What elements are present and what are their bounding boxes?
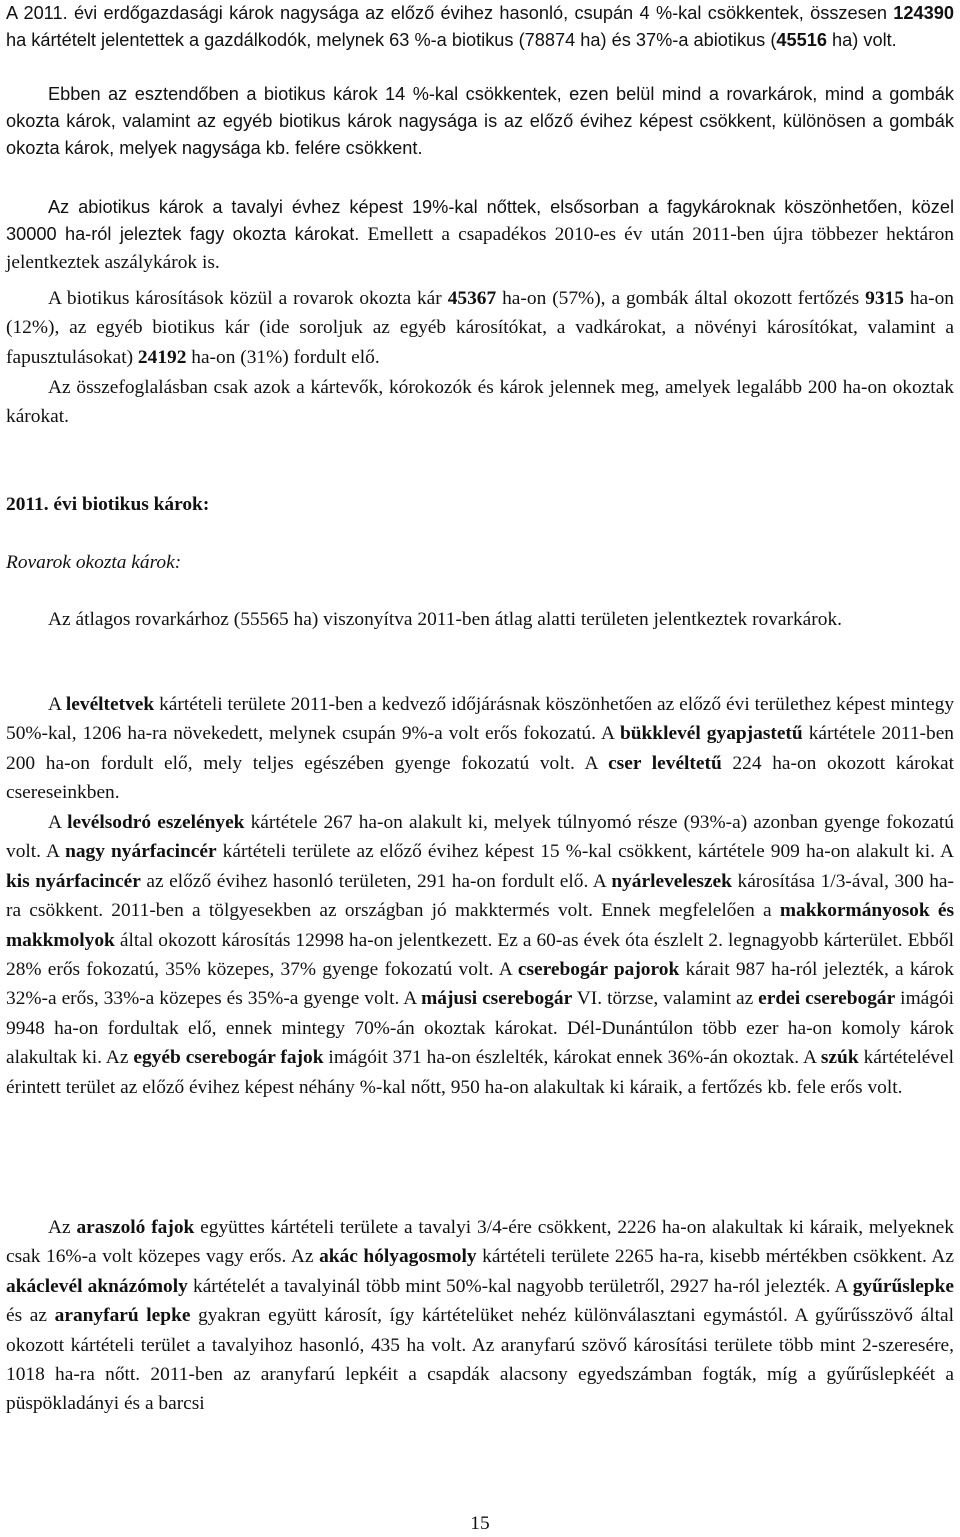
bold-term: cser levéltetű (608, 752, 722, 774)
bold-term: egyéb cserebogár fajok (133, 1047, 324, 1069)
bold-term: nyárleveleszek (611, 870, 732, 892)
text-run: ha kártételt jelentettek a gazdálkodók, melynek 63 %-a biotikus (78874 ha) és 37%-a abiotikus ( (6, 29, 777, 50)
bold-term: kis nyárfacincér (6, 870, 141, 892)
text-run: imágóit 371 ha-on észlelték, károkat ennek 36%-án okoztak. A (323, 1047, 821, 1069)
text-run: Az abiotikus károk a tavalyi évhez képest 19%-kal nőttek, elsősorban a fagykároknak köszönhetően, közel 30000 ha-ról jeleztek fagy okozta károkat. (6, 197, 954, 244)
summary-paragraph-2 (6, 373, 954, 432)
bold-term: 45367 (447, 288, 497, 309)
section-subheading: Rovarok okozta károk: (6, 552, 182, 573)
bold-term: szúk (820, 1047, 859, 1069)
text-run: ha-on (31%) fordult elő. (186, 346, 380, 368)
text-run: kártételi területe 2265 ha-ra, kisebb mértékben csökkent. Az (476, 1246, 954, 1268)
intro-paragraph-1 (6, 0, 954, 54)
text-run: A (48, 694, 66, 715)
bold-term: aranyfarú lepke (54, 1305, 191, 1327)
bold-term: cserebogár pajorok (517, 959, 680, 981)
text-run: Ebben az esztendőben a biotikus károk 14 %-kal csökkentek, ezen belül mind a rovarkárok, mind a gombák okozta károk, valamint az egyéb biotikus károk nagysága is az előző évihez képest csökkent, különösen a gombák okozta károk, melyek nagysága kb. felére csökkent. (6, 84, 954, 158)
text-run: kártétele 2011-ben 200 ha-on fordult elő, mely teljes egészében gyenge fokozatú volt. A (6, 723, 955, 774)
intro-paragraph-3 (6, 194, 954, 277)
text-run: kártétele 267 ha-on alakult ki, melyek túlnyomó része (93%-a) azonban gyenge fokozatú volt. A (6, 812, 955, 863)
bold-term: 45516 (776, 29, 827, 50)
bold-term: akác hólyagosmoly (319, 1246, 477, 1268)
text-run: Az összefoglalásban csak azok a kártevők, kórokozók és károk jelennek meg, amelyek legalább 200 ha-on okoztak károkat. (6, 377, 954, 428)
body-paragraph-1 (6, 605, 954, 634)
text-run: A (48, 812, 68, 833)
bold-term: bükklevél gyapjastetű (619, 723, 803, 745)
bold-term: makkormányosok és makkmolyok (6, 900, 954, 951)
bold-term: araszoló fajok (76, 1217, 195, 1238)
text-run: gyakran együtt károsít, így kártételüket nehéz különválasztani egymástól. A gyűrűsszövő által okozott kártételi terület a tavalyihoz hasonló, 435 ha volt. Az aranyfarú szövő károsítási területe több mint 2-szeresére, 1018 ha-ra nőtt. 2011-ben az aranyfarú lepkéit a csapdák alacsony egyedszámban fogták, míg a gyűrűslepkéét a püspökladányi és a barcsi (6, 1305, 954, 1415)
bold-term: erdei cserebogár (758, 988, 896, 1010)
text-run: kártételi területe az előző évihez képest 15 %-kal csökkent, kártétele 909 ha-on alakult ki. A (216, 841, 954, 863)
bold-term: 24192 (137, 346, 187, 368)
bold-term: gyűrűslepke (852, 1275, 954, 1297)
bold-term: levéltetvek (65, 694, 155, 715)
text-run: 224 ha-on okozott károkat csereseinkben. (6, 752, 954, 804)
text-run: ha-on (57%), a gombák által okozott fertőzés (496, 288, 866, 309)
bold-term: májusi cserebogár (421, 988, 573, 1010)
text-run: Az (48, 1217, 77, 1238)
intro-paragraph-2 (6, 81, 954, 162)
bold-term: 9315 (865, 288, 904, 309)
text-run: A 2011. évi erdőgazdasági károk nagysága az előző évihez hasonló, csupán 4 %-kal csökkentek, összesen (6, 3, 894, 23)
text-run: ha-on (12%), az egyéb biotikus kár (ide soroljuk az egyéb károsítókat, a vadkárokat, a növényi károsítókat, valamint a fapusztulásokat) (6, 288, 954, 368)
body-paragraph-3 (6, 808, 954, 1102)
body-paragraph-2 (6, 690, 954, 808)
text-run: Az átlagos rovarkárhoz (55565 ha) viszonyítva 2011-ben átlag alatti területen jelentkeztek rovarkárok. (48, 609, 842, 630)
text-run: által okozott károsítás 12998 ha-on jelentkezett. Ez a 60-as évek óta észlelt 2. legnagyobb kárterület. Ebből 28% erős fokozatú, 35% közepes, 37% gyenge fokozatú volt. A (6, 929, 954, 981)
text-run: együttes kártételi területe a tavalyi 3/4-ére csökkent, 2226 ha-on alakultak ki káraik, melyeknek csak 16%-a volt közepes vagy erős. Az (6, 1217, 954, 1268)
bold-term: akáclevél aknázómoly (6, 1275, 188, 1297)
page-number: 15 (470, 1513, 490, 1534)
text-run: Emellett a csapadékos 2010-es év után 2011-ben újra többezer hektáron jelentkeztek aszálykárok is. (6, 223, 954, 273)
text-run: károsítása 1/3-ával, 300 ha-ra csökkent. 2011-ben a tölgyesekben az országban jó makktermés volt. Ennek megfelelően a (6, 870, 954, 922)
text-run: kártételi területe 2011-ben a kedvező időjárásnak köszönhetően az előző évi területhez képest mintegy 50%-kal, 1206 ha-ra növekedett, melynek csupán 9%-a volt erős fokozatú. A (6, 694, 955, 745)
text-run: és az (6, 1305, 55, 1327)
bold-term: nagy nyárfacincér (65, 841, 217, 863)
text-run: ha) volt. (826, 29, 897, 50)
body-paragraph-4 (6, 1213, 954, 1419)
text-run: az előző évihez hasonló területen, 291 ha-on fordult elő. A (140, 870, 612, 892)
text-run: kárait 987 ha-ról jelezték, a károk 32%-a erős, 33%-a közepes és 35%-a gyenge volt. A (6, 959, 954, 1010)
bold-term: levélsodró eszelények (67, 812, 245, 833)
text-run: imágói 9948 ha-on fordultak elő, ennek mintegy 70%-án okoztak károkat. Dél-Dunántúlon több ezer ha-on komoly károk alakultak ki. Az (6, 988, 955, 1069)
text-run: A biotikus károsítások közül a rovarok okozta kár (48, 288, 448, 309)
text-run: VI. törzse, valamint az (572, 988, 759, 1010)
bold-term: 124390 (893, 3, 954, 23)
text-run: kártételét a tavalyinál több mint 50%-kal nagyobb területről, 2927 ha-ról jelezték. A (187, 1275, 853, 1297)
summary-paragraph-1 (6, 284, 954, 372)
section-heading: 2011. évi biotikus károk: (6, 494, 210, 515)
text-run: kártételével érintett terület az előző évihez képest néhány %-kal nőtt, 950 ha-on alakultak ki káraik, a fertőzés kb. fele erős volt. (6, 1047, 954, 1098)
